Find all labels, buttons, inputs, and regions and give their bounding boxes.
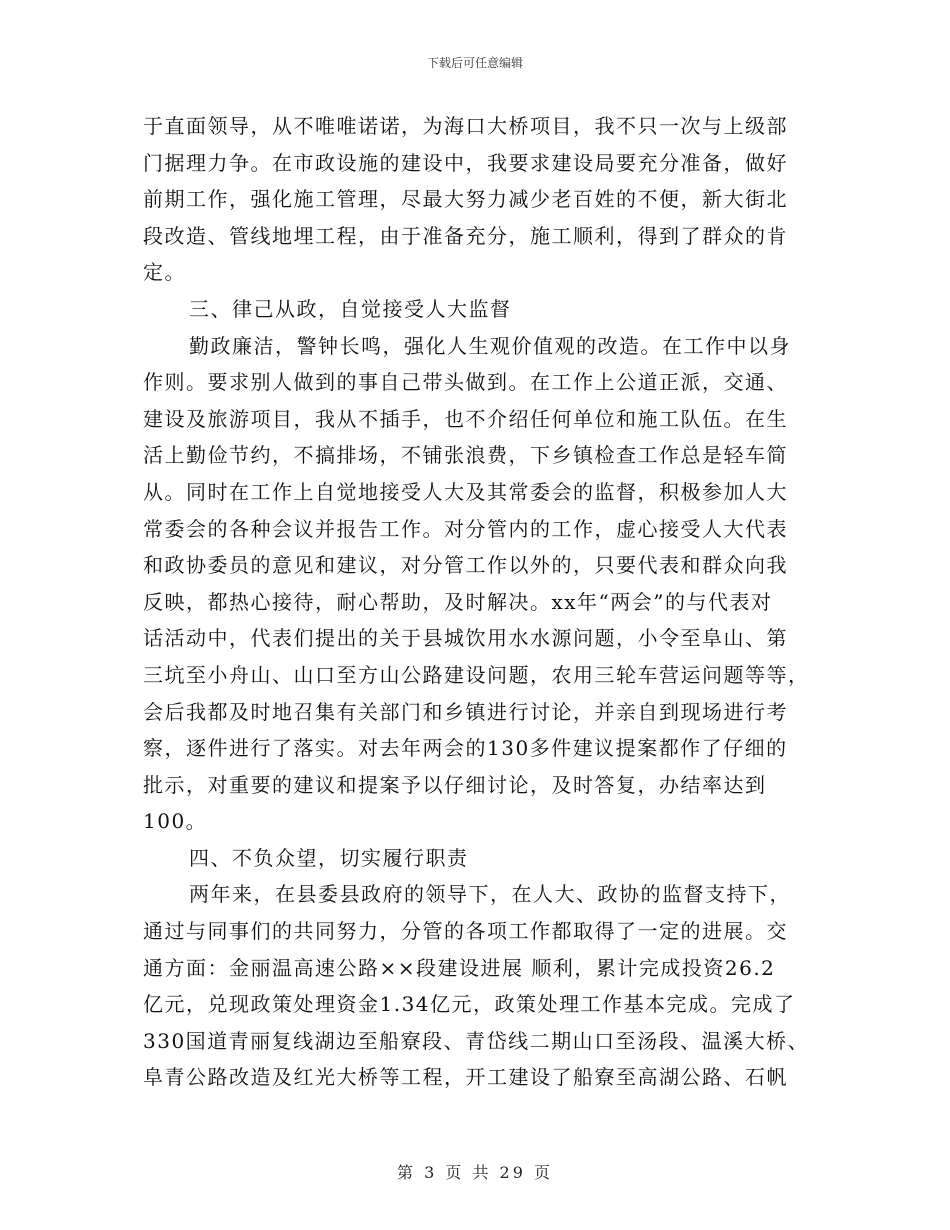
text-line: 三、律己从政，自觉接受人大监督 (189, 296, 512, 321)
text-line: 亿元，兑现政策处理资金1.34亿元，政策处理工作基本完成。完成了 (143, 992, 796, 1017)
text-line: 门据理力争。在市政设施的建设中，我要求建设局要充分准备，做好 (143, 150, 788, 175)
text-line: 段改造、管线地埋工程，由于准备充分，施工顺利，得到了群众的肯 (143, 223, 788, 248)
text-line: 察，逐件进行了落实。对去年两会的130多件建议提案都作了仔细的 (143, 736, 788, 761)
text-line: 会后我都及时地召集有关部门和乡镇进行讨论，并亲自到现场进行考 (143, 699, 788, 724)
text-line: 100。 (143, 809, 208, 834)
text-line: 活上勤俭节约，不搞排场，不铺张浪费，下乡镇检查工作总是轻车简 (143, 443, 788, 468)
text-line: 勤政廉洁，警钟长鸣，强化人生观价值观的改造。在工作中以身 (189, 333, 791, 358)
page-header: 下载后可任意编辑 (426, 56, 523, 70)
text-line: 三坑至小舟山、山口至方山公路建设问题，农用三轮车营运问题等等， (143, 662, 810, 687)
text-line: 作则。要求别人做到的事自己带头做到。在工作上公道正派，交通、 (143, 370, 788, 395)
text-line: 定。 (143, 260, 186, 285)
text-line: 话活动中，代表们提出的关于县城饮用水水源问题，小令至阜山、第 (143, 626, 788, 651)
text-line: 和政协委员的意见和建议，对分管工作以外的，只要代表和群众向我 (143, 553, 788, 578)
text-line: 前期工作，强化施工管理，尽最大努力减少老百姓的不便，新大街北 (143, 187, 788, 212)
text-line: 两年来，在县委县政府的领导下，在人大、政协的监督支持下， (189, 882, 791, 907)
text-line: 330国道青丽复线湖边至船寮段、青岱线二期山口至汤段、温溪大桥、 (143, 1028, 810, 1053)
text-line: 常委会的各种会议并报告工作。对分管内的工作，虚心接受人大代表 (143, 516, 788, 541)
text-line: 建设及旅游项目，我从不插手，也不介绍任何单位和施工队伍。在生 (143, 406, 788, 431)
text-line: 四、不负众望，切实履行职责 (189, 845, 469, 870)
text-line: 反映，都热心接待，耐心帮助，及时解决。xx年“两会”的与代表对 (143, 589, 773, 614)
text-line: 通过与同事们的共同努力，分管的各项工作都取得了一定的进展。交 (143, 919, 788, 944)
text-line: 从。同时在工作上自觉地接受人大及其常委会的监督，积极参加人大 (143, 479, 788, 504)
text-line: 批示，对重要的建议和提案予以仔细讨论，及时答复，办结率达到 (143, 772, 767, 797)
text-line: 阜青公路改造及红光大桥等工程，开工建设了船寮至高湖公路、石帆 (143, 1065, 788, 1090)
text-line: 于直面领导，从不唯唯诺诺，为海口大桥项目，我不只一次与上级部 (143, 114, 788, 138)
text-line: 通方面：金丽温高速公路××段建设进展 顺利，累计完成投资26.2 (143, 955, 776, 980)
page-footer: 第 3 页 共 29 页 (397, 1163, 553, 1182)
document-body (143, 108, 810, 1096)
